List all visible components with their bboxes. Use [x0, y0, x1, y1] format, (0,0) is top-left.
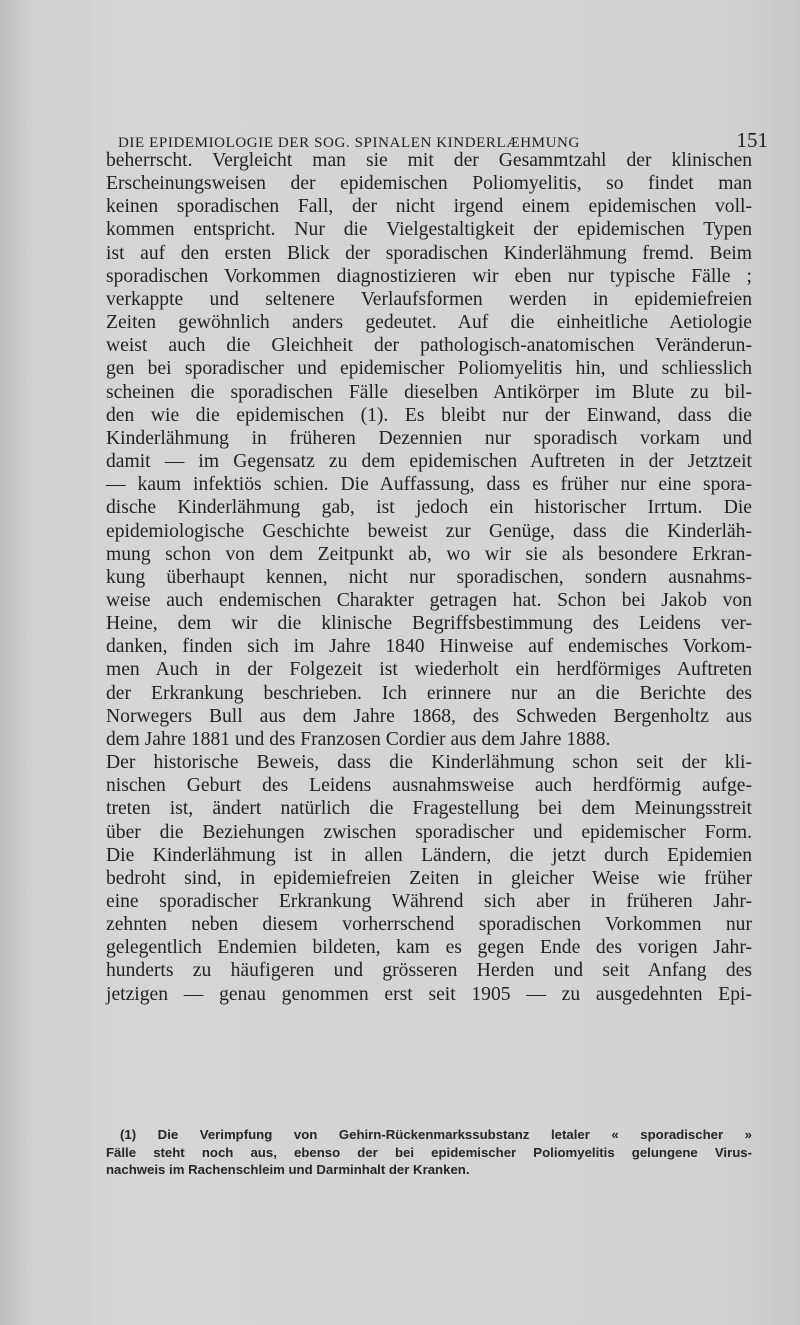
body-text	[106, 149, 752, 1006]
text-line: damit — im Gegensatz zu dem epidemischen Auftreten in der Jetztzeit	[106, 451, 752, 473]
text-line: zehnten neben diesem vorherrschend sporadischen Vorkommen nur	[106, 914, 752, 936]
text-line: Kinderlähmung in früheren Dezennien nur sporadisch vorkam und	[106, 427, 752, 449]
text-line: men Auch in der Folgezeit ist wiederholt ein herdförmiges Auftreten	[106, 659, 752, 681]
text-line: treten ist, ändert natürlich die Fragestellung bei dem Meinungsstreit	[106, 798, 752, 820]
text-line: scheinen die sporadischen Fälle dieselben Antikörper im Blute zu bil-	[106, 381, 752, 403]
footnote-line: nachweis im Rachenschleim und Darminhalt der Kranken.	[106, 1162, 470, 1177]
text-line: ist auf den ersten Blick der sporadischen Kinderlähmung fremd. Beim	[106, 242, 752, 264]
text-line: weise auch endemischen Charakter getragen hat. Schon bei Jakob von	[106, 589, 752, 611]
running-title: DIE EPIDEMIOLOGIE DER SOG. SPINALEN KINDERLÆHMUNG	[118, 135, 580, 151]
text-line: verkappte und seltenere Verlaufsformen werden in epidemiefreien	[106, 288, 752, 310]
text-line: Norwegers Bull aus dem Jahre 1868, des Schweden Bergenholtz aus	[106, 705, 752, 727]
text-line: kung überhaupt kennen, nicht nur sporadischen, sondern ausnahms-	[106, 566, 752, 588]
text-line: Die Kinderlähmung ist in allen Ländern, die jetzt durch Epidemien	[106, 844, 752, 866]
text-line: bedroht sind, in epidemiefreien Zeiten in gleicher Weise wie früher	[106, 867, 752, 889]
text-line: dische Kinderlähmung gab, ist jedoch ein historischer Irrtum. Die	[106, 497, 752, 519]
footnote-line: (1) Die Verimpfung von Gehirn-Rückenmarkssubstanz letaler « sporadischer »	[120, 1127, 752, 1142]
text-line: mung schon von dem Zeitpunkt ab, wo wir sie als besondere Erkran-	[106, 543, 752, 565]
text-line: über die Beziehungen zwischen sporadischer und epidemischer Form.	[106, 821, 752, 843]
text-line: Der historische Beweis, dass die Kinderlähmung schon seit der kli-	[106, 752, 752, 774]
text-line: Heine, dem wir die klinische Begriffsbestimmung des Leidens ver-	[106, 613, 752, 635]
text-line: hunderts zu häufigeren und grösseren Herden und seit Anfang des	[106, 960, 752, 982]
page-number: 151	[736, 128, 768, 152]
footnote	[106, 1126, 752, 1179]
text-line: dem Jahre 1881 und des Franzosen Cordier aus dem Jahre 1888.	[106, 728, 611, 750]
text-line: — kaum infektiös schien. Die Auffassung, dass es früher nur eine spora-	[106, 474, 752, 496]
text-line: eine sporadischer Erkrankung Während sich aber in früheren Jahr-	[106, 891, 752, 912]
text-line: sporadischen Vorkommen diagnostizieren wir eben nur typische Fälle ;	[106, 265, 752, 287]
text-line: jetzigen — genau genommen erst seit 1905 — zu ausgedehnten Epi-	[106, 983, 752, 1005]
text-line: Erscheinungsweisen der epidemischen Poliomyelitis, so findet man	[106, 173, 752, 195]
text-line: danken, finden sich im Jahre 1840 Hinweise auf endemisches Vorkom-	[106, 636, 752, 658]
text-line: gelegentlich Endemien bildeten, kam es gegen Ende des vorigen Jahr-	[106, 937, 752, 959]
footnote-line: Fälle steht noch aus, ebenso der bei epidemischer Poliomyelitis gelungene Virus-	[106, 1144, 752, 1160]
text-line: Zeiten gewöhnlich anders gedeutet. Auf die einheitliche Aetiologie	[106, 312, 752, 334]
text-line: kommen entspricht. Nur die Vielgestaltigkeit der epidemischen Typen	[106, 219, 752, 241]
text-line: der Erkrankung beschrieben. Ich erinnere nur an die Berichte des	[106, 682, 752, 704]
text-line: beherrscht. Vergleicht man sie mit der Gesammtzahl der klinischen	[106, 150, 752, 171]
text-line: weist auch die Gleichheit der pathologisch-anatomischen Veränderun-	[106, 335, 752, 357]
text-line: keinen sporadischen Fall, der nicht irgend einem epidemischen voll-	[106, 196, 752, 218]
text-line: gen bei sporadischer und epidemischer Poliomyelitis hin, und schliesslich	[106, 358, 752, 380]
text-line: epidemiologische Geschichte beweist zur Genüge, dass die Kinderläh-	[106, 520, 752, 542]
text-line: den wie die epidemischen (1). Es bleibt nur der Einwand, dass die	[106, 404, 752, 426]
text-line: nischen Geburt des Leidens ausnahmsweise auch herdförmig aufge-	[106, 775, 752, 797]
